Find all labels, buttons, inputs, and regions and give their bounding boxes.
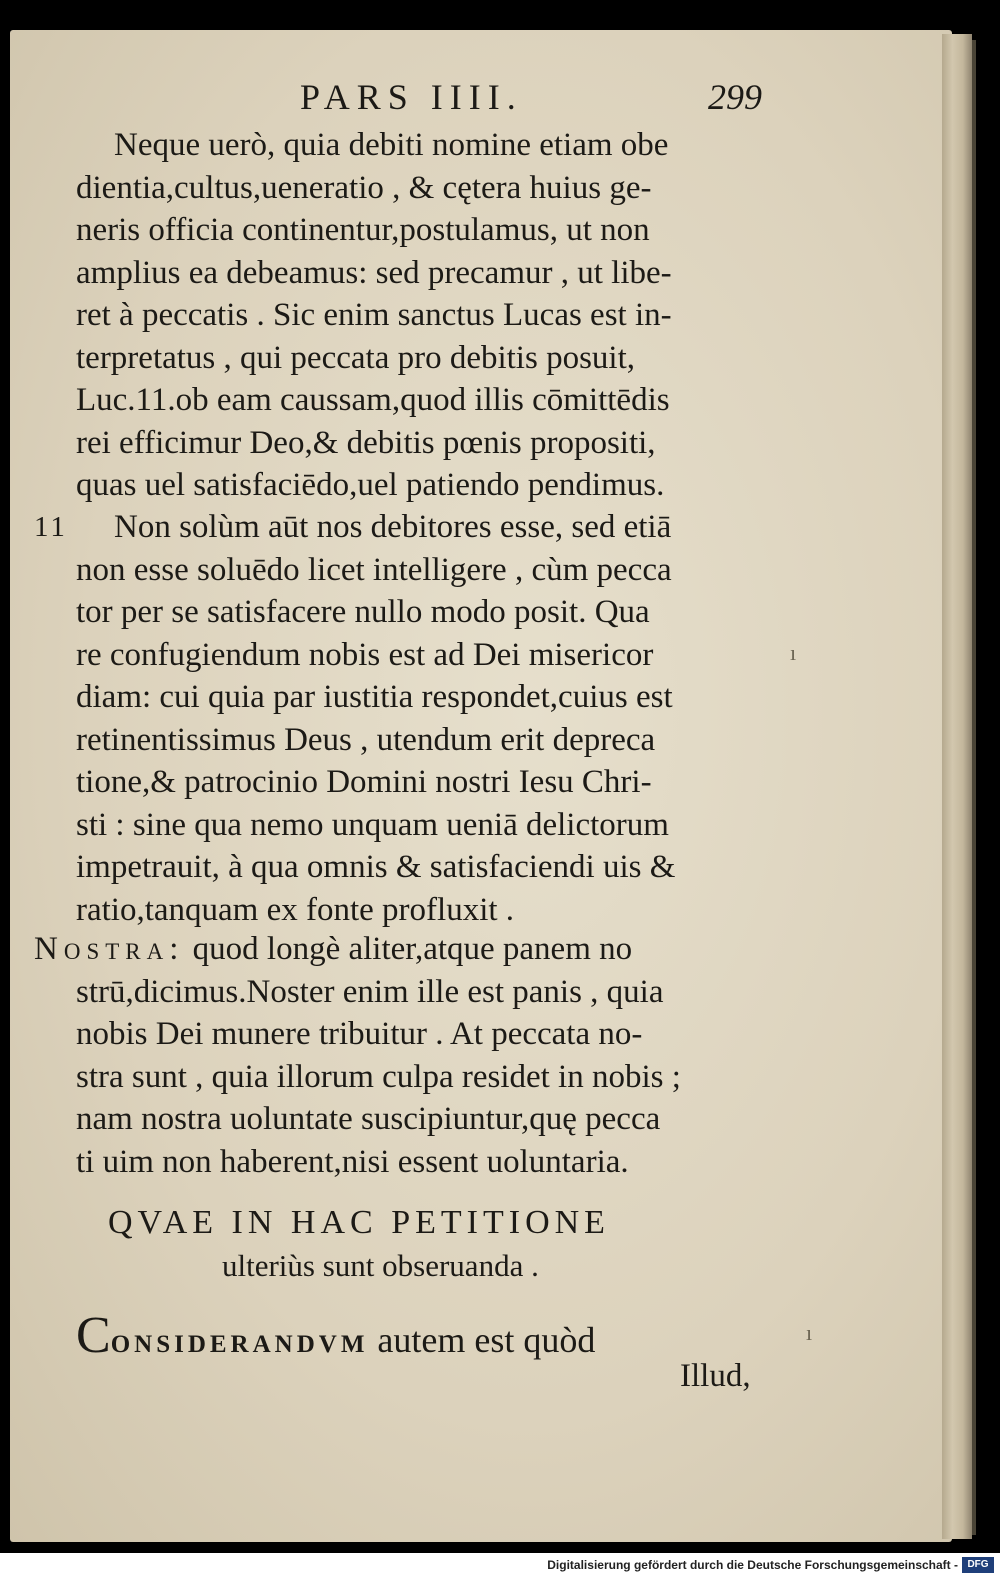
text-line: dientia,cultus,ueneratio , & cętera huius ge- [76,169,652,206]
margin-number: 11 [34,511,68,543]
text-line: terpretatus , qui peccata pro debitis posuit, [76,339,636,376]
footer-credit: Digitalisierung gefördert durch die Deutsche Forschungsgemeinschaft - [547,1558,958,1572]
text-line: quas uel satisfaciēdo,uel patiendo pendimus. [76,467,665,503]
text-line: tor per se satisfacere nullo modo posit. Qua [76,594,650,630]
paragraph-nostra [34,928,794,1183]
text-line: sti : sine qua nemo unquam ueniā delictorum [76,806,669,843]
footer-bar [0,1553,1000,1577]
text-line: non esse soluēdo licet intelligere , cùm pecca [76,551,672,588]
text-line: stra sunt , quia illorum culpa residet in nobis ; [76,1058,681,1095]
considerandum-rest: autem est quòd [368,1320,596,1360]
text-line: nobis Dei munere tribuitur . At peccata no- [76,1016,643,1052]
text-line: ti uim non haberent,nisi essent uoluntaria. [76,1143,629,1180]
text-line: ret à peccatis . Sic enim sanctus Lucas est in- [76,297,672,333]
text-line: Neque uerò, quia debiti nomine etiam obe [114,127,669,163]
running-head: PARS IIII. [300,77,523,117]
text-line: ratio,tanquam ex fonte profluxit . [76,891,515,928]
paragraph-section-11 [76,506,796,931]
section-heading: QVAE IN HAC PETITIONE [108,1204,610,1241]
text-line: nam nostra uoluntate suscipiuntur,quę pecca [76,1101,661,1137]
nostra-first-line [34,928,794,971]
nostra-lead: Nostra: [34,931,185,967]
text-line: re confugiendum nobis est ad Dei misericor [76,636,654,673]
page-edge-shadow [972,40,976,1535]
text-line: rei efficimur Deo,& debitis pœnis propositi, [76,424,656,461]
considerandum-line [76,1306,595,1365]
text-line: neris officia continentur,postulamus, ut non [76,212,650,248]
nostra-first-rest: quod longè aliter,atque panem no [184,931,633,967]
page-edge [942,34,972,1539]
catchword: Illud, [680,1358,751,1394]
text-line: impetrauit, à qua omnis & satisfaciendi uis & [76,849,676,885]
margin-mark-2: ı [806,1320,813,1345]
text-line: Luc.11.ob eam caussam,quod illis cōmittēdis [76,382,670,418]
text-line: retinentissimus Deus , utendum erit depreca [76,721,656,758]
text-line: amplius ea debeamus: sed precamur , ut libe- [76,254,672,291]
section-subheading: ulteriùs sunt obseruanda . [222,1248,539,1283]
page-number: 299 [708,77,762,117]
text-line: diam: cui quia par iustitia respondet,cuius est [76,679,673,715]
considerandum-caps: ONSIDERANDVM [110,1331,369,1358]
text-line: tione,& patrocinio Domini nostri Iesu Chri- [76,764,652,800]
initial-letter: C [76,1307,111,1364]
dfg-logo: DFG [962,1557,994,1573]
paragraph-main [76,124,796,507]
margin-mark-1: ı [790,640,797,665]
text-line: strū,dicimus.Noster enim ille est panis , quia [76,973,664,1010]
text-line: Non solùm aūt nos debitores esse, sed etiā [114,509,672,545]
